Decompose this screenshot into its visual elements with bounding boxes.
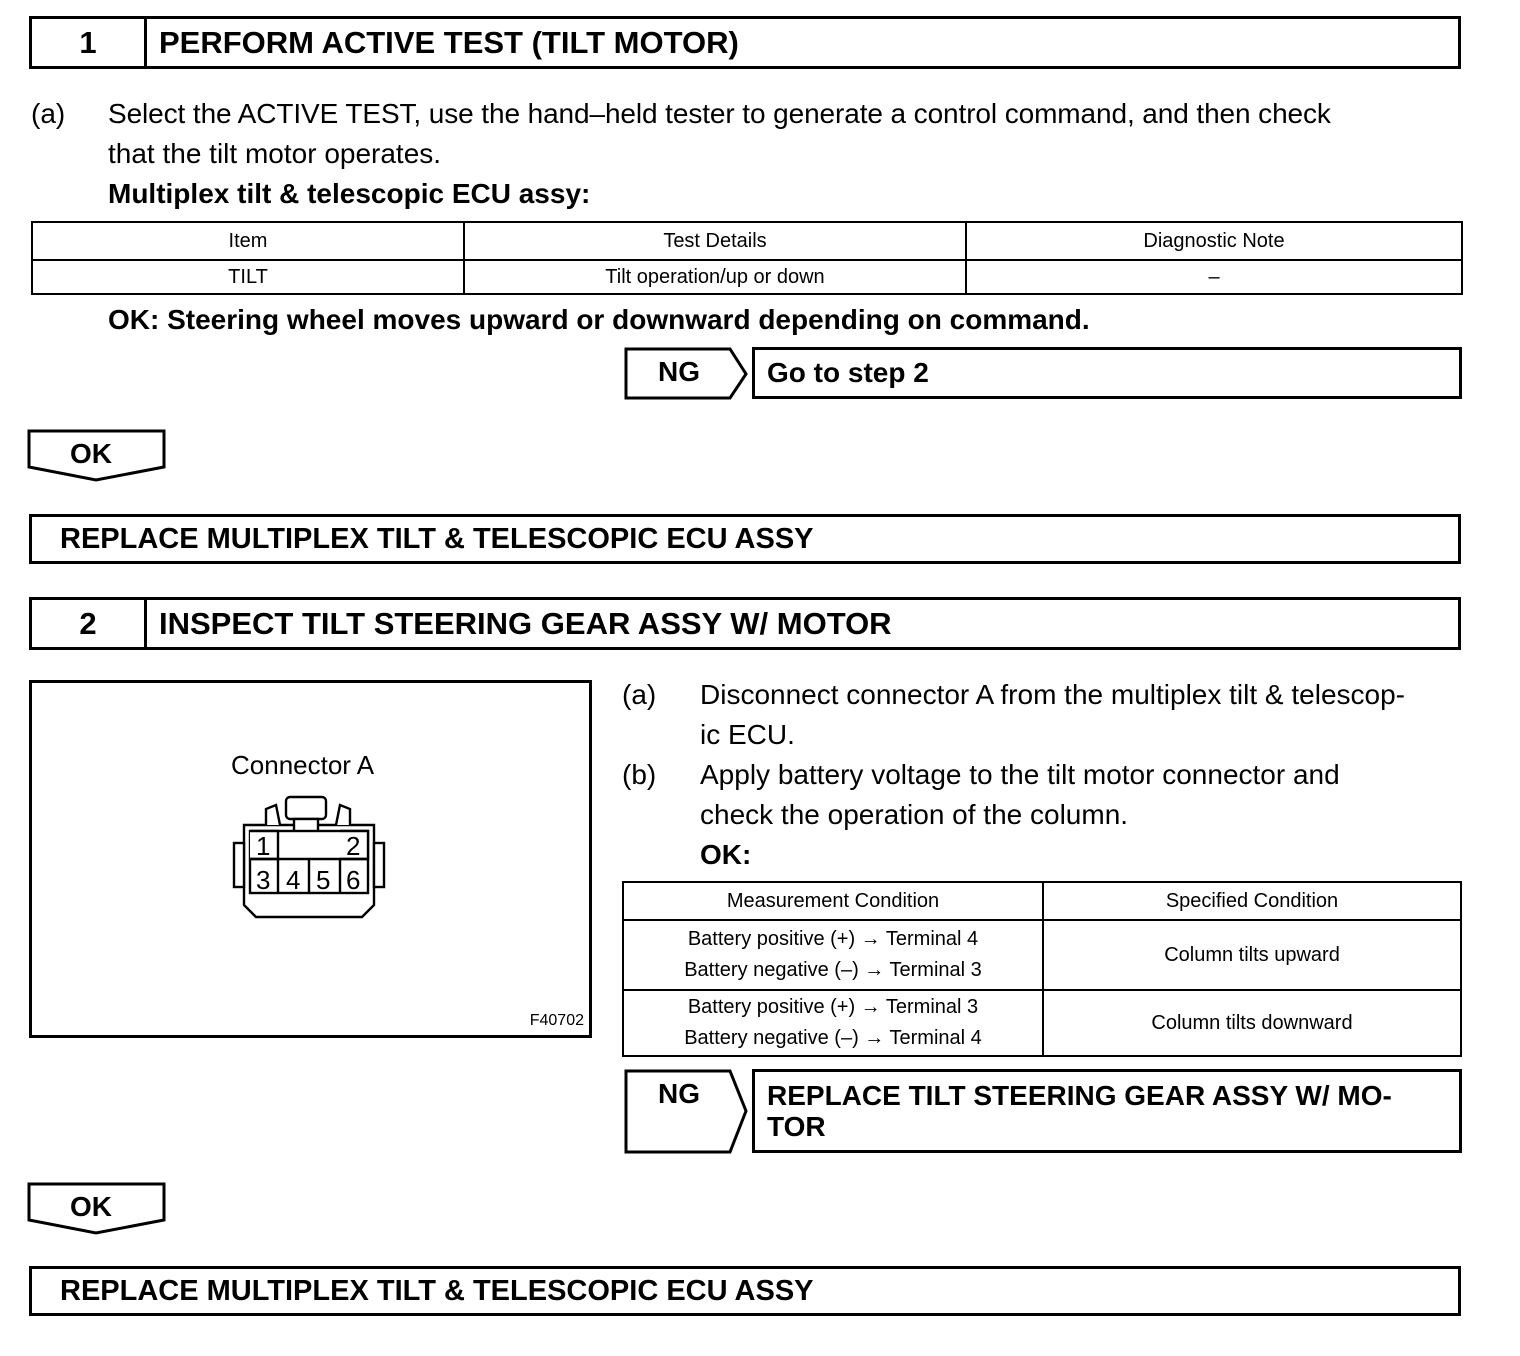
figure-caption: Connector A [231, 750, 375, 780]
step2-item-b-marker: (b) [622, 759, 657, 790]
table-row [623, 990, 1461, 1056]
table-cell: – [966, 260, 1462, 294]
ng-label: NG [658, 1078, 700, 1109]
ng-target-box [752, 1069, 1462, 1153]
table-cell: Tilt operation/up or down [464, 260, 966, 294]
table-row [623, 920, 1461, 990]
table-cell [623, 990, 1043, 1056]
pin-label: 4 [286, 865, 301, 895]
subheading: Multiplex tilt & telescopic ECU assy: [108, 178, 591, 209]
step2-item-a-text [700, 675, 1465, 755]
table-cell: Column tilts upward [1043, 920, 1461, 990]
pin-label: 6 [346, 865, 361, 895]
result-text: REPLACE MULTIPLEX TILT & TELESCOPIC ECU ASSY [60, 1274, 814, 1307]
ok-criteria: OK: Steering wheel moves upward or downward depending on command. [108, 304, 1090, 335]
table-header-row [623, 882, 1461, 920]
condition-line: Battery negative (–) → Terminal 3 [684, 959, 982, 981]
instruction-line: Disconnect connector A from the multiplex tilt & telescop- [700, 679, 1405, 710]
ng-target-box [752, 347, 1462, 399]
result-text: REPLACE MULTIPLEX TILT & TELESCOPIC ECU ASSY [60, 522, 814, 555]
instruction-line: ic ECU. [700, 719, 795, 750]
step2-item-a-marker: (a) [622, 679, 657, 710]
step1-item-a-marker: (a) [31, 98, 66, 129]
condition-line: Battery positive (+) → Terminal 3 [687, 996, 979, 1018]
ok-heading: OK: [700, 839, 752, 870]
ng-target-text: TOR [767, 1111, 826, 1142]
result-box [29, 1266, 1461, 1316]
pin-label: 2 [346, 831, 361, 861]
column-header: Measurement Condition [623, 882, 1043, 920]
result-box [29, 514, 1461, 564]
step2-item-b-text [700, 755, 1465, 875]
column-header: Test Details [464, 222, 966, 260]
step1-item-a-text [108, 94, 1463, 214]
inspection-table [622, 881, 1462, 1057]
pin-label: 3 [256, 865, 271, 895]
table-header-row [32, 222, 1462, 260]
step-1-header [29, 16, 1461, 69]
table-cell: Column tilts downward [1043, 990, 1461, 1056]
step-number: 2 [32, 600, 147, 647]
ng-label: NG [658, 356, 700, 387]
ng-target-text: Go to step 2 [767, 357, 929, 388]
pin-label: 1 [256, 831, 271, 861]
column-header: Diagnostic Note [966, 222, 1462, 260]
step-title: PERFORM ACTIVE TEST (TILT MOTOR) [159, 24, 739, 60]
column-header: Specified Condition [1043, 882, 1461, 920]
table-row [32, 260, 1462, 294]
instruction-line: Apply battery voltage to the tilt motor connector and [700, 759, 1340, 790]
connector-a-icon [228, 795, 388, 925]
pin-label: 5 [316, 865, 331, 895]
table-cell [623, 920, 1043, 990]
ok-label: OK [70, 1191, 112, 1222]
step-number: 1 [32, 19, 147, 66]
figure-code: F40702 [529, 1012, 584, 1029]
ok-label: OK [70, 438, 112, 469]
active-test-table [31, 221, 1463, 295]
step-title: INSPECT TILT STEERING GEAR ASSY W/ MOTOR [159, 605, 892, 641]
connector-figure [29, 680, 592, 1038]
step-2-header [29, 597, 1461, 650]
condition-line: Battery positive (+) → Terminal 4 [687, 928, 979, 950]
instruction-line: check the operation of the column. [700, 799, 1129, 830]
instruction-line: that the tilt motor operates. [108, 138, 442, 169]
table-cell: TILT [32, 260, 464, 294]
column-header: Item [32, 222, 464, 260]
ng-target-text: REPLACE TILT STEERING GEAR ASSY W/ MO- [767, 1080, 1392, 1111]
condition-line: Battery negative (–) → Terminal 4 [684, 1027, 982, 1049]
instruction-line: Select the ACTIVE TEST, use the hand–held tester to generate a control command, and then check [108, 98, 1331, 129]
